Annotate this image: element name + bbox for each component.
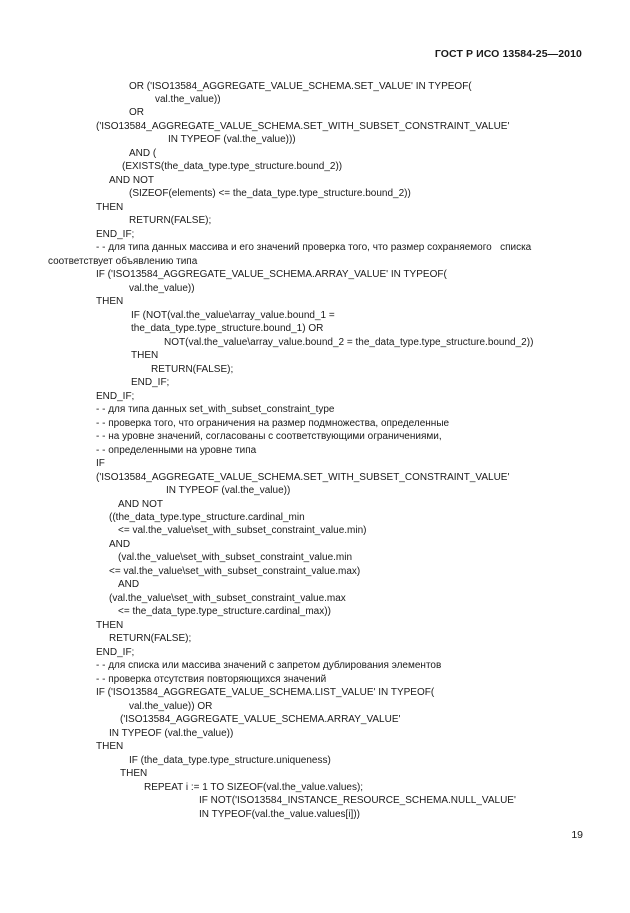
code-comment: - - определенными на уровне типа <box>96 445 257 456</box>
code-line: <= val.the_value\set_with_subset_constraint_value.min) <box>118 525 367 536</box>
code-comment: - - для типа данных массива и его значений проверка того, что размер сохраняемого списка <box>96 242 532 253</box>
code-line: val.the_value)) <box>129 283 195 294</box>
code-line: AND ( <box>129 148 157 159</box>
code-line: IN TYPEOF(val.the_value.values[i])) <box>199 809 360 820</box>
code-line: THEN <box>96 296 124 307</box>
code-comment: - - проверка отсутствия повторяющихся значений <box>96 674 327 685</box>
code-line: IN TYPEOF (val.the_value)) <box>166 485 291 496</box>
code-line: THEN <box>96 202 124 213</box>
code-line: RETURN(FALSE); <box>151 364 234 375</box>
code-line: IF NOT('ISO13584_INSTANCE_RESOURCE_SCHEMA.NULL_VALUE' <box>199 795 516 806</box>
code-line: IF (the_data_type.type_structure.uniqueness) <box>129 755 331 766</box>
code-line: IN TYPEOF (val.the_value))) <box>168 134 296 145</box>
code-line: AND <box>109 539 131 550</box>
code-line: RETURN(FALSE); <box>109 633 192 644</box>
code-line: val.the_value)) OR <box>129 701 213 712</box>
code-line: IF ('ISO13584_AGGREGATE_VALUE_SCHEMA.LIST_VALUE' IN TYPEOF( <box>96 687 435 698</box>
code-line: <= val.the_value\set_with_subset_constraint_value.max) <box>109 566 361 577</box>
code-line: ('ISO13584_AGGREGATE_VALUE_SCHEMA.ARRAY_VALUE' <box>120 714 401 725</box>
code-line: ('ISO13584_AGGREGATE_VALUE_SCHEMA.SET_WITH_SUBSET_CONSTRAINT_VALUE' <box>96 121 510 132</box>
code-comment: соответствует объявлению типа <box>48 256 198 267</box>
code-line: ('ISO13584_AGGREGATE_VALUE_SCHEMA.SET_WITH_SUBSET_CONSTRAINT_VALUE' <box>96 472 510 483</box>
code-line: REPEAT i := 1 TO SIZEOF(val.the_value.values); <box>144 782 364 793</box>
code-line: END_IF; <box>96 391 135 402</box>
code-comment: - - для списка или массива значений с запретом дублирования элементов <box>96 660 442 671</box>
code-line: THEN <box>96 620 124 631</box>
code-line: THEN <box>131 350 159 361</box>
code-line: END_IF; <box>96 229 135 240</box>
code-line: IF <box>96 458 105 469</box>
code-line: <= the_data_type.type_structure.cardinal_max)) <box>118 606 331 617</box>
code-line: ((the_data_type.type_structure.cardinal_min <box>109 512 305 523</box>
code-line: THEN <box>96 741 124 752</box>
code-line: the_data_type.type_structure.bound_1) OR <box>131 323 324 334</box>
code-line: OR ('ISO13584_AGGREGATE_VALUE_SCHEMA.SET_VALUE' IN TYPEOF( <box>129 81 472 92</box>
code-line: (val.the_value\set_with_subset_constraint_value.max <box>109 593 346 604</box>
code-line: IN TYPEOF (val.the_value)) <box>109 728 234 739</box>
code-line: END_IF; <box>96 647 135 658</box>
code-line: IF (NOT(val.the_value\array_value.bound_1 = <box>131 310 335 321</box>
code-line: THEN <box>120 768 148 779</box>
standard-header: ГОСТ Р ИСО 13584-25—2010 <box>434 48 582 60</box>
code-line: NOT(val.the_value\array_value.bound_2 = the_data_type.type_structure.bound_2)) <box>164 337 534 348</box>
code-comment: - - проверка того, что ограничения на размер подмножества, определенные <box>96 418 450 429</box>
code-comment: - - для типа данных set_with_subset_constraint_type <box>96 404 335 415</box>
code-line: AND NOT <box>109 175 154 186</box>
page-number: 19 <box>571 829 583 841</box>
code-comment: - - на уровне значений, согласованы с соответствующими ограничениями, <box>96 431 442 442</box>
code-line: val.the_value)) <box>155 94 221 105</box>
code-line: OR <box>129 107 144 118</box>
code-line: IF ('ISO13584_AGGREGATE_VALUE_SCHEMA.ARRAY_VALUE' IN TYPEOF( <box>96 269 447 280</box>
code-line: END_IF; <box>131 377 170 388</box>
code-line: RETURN(FALSE); <box>129 215 212 226</box>
code-line: (val.the_value\set_with_subset_constraint_value.min <box>118 552 353 563</box>
code-line: (EXISTS(the_data_type.type_structure.bound_2)) <box>122 161 343 172</box>
code-line: AND <box>118 579 140 590</box>
code-line: (SIZEOF(elements) <= the_data_type.type_structure.bound_2)) <box>129 188 411 199</box>
code-line: AND NOT <box>118 499 163 510</box>
